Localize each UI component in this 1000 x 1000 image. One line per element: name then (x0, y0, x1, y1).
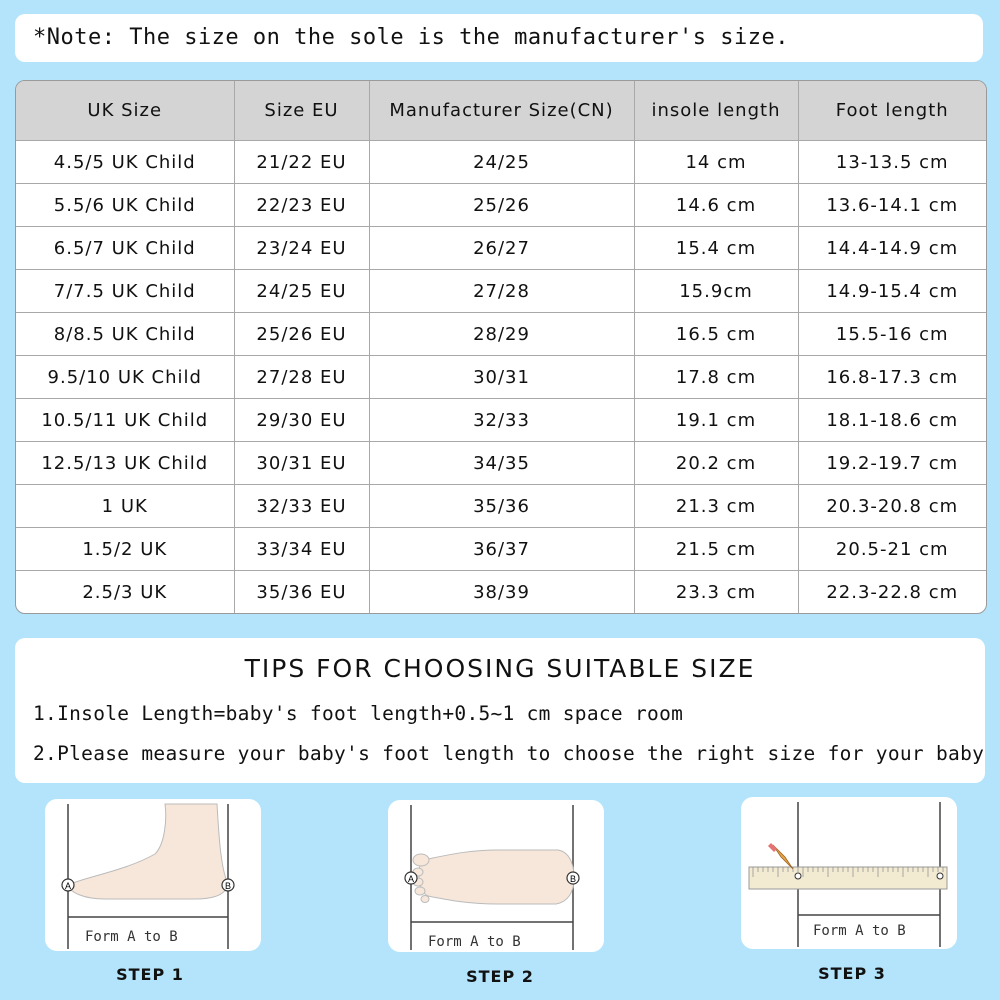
step-3-label: STEP 3 (818, 964, 886, 983)
cell-foot-length: 19.2-19.7 cm (798, 442, 986, 485)
cell-insole-length: 15.9cm (634, 270, 798, 313)
side-foot-measure-illustration (45, 799, 261, 951)
tip-item: 2.Please measure your baby's foot length to choose the right size for your baby (33, 742, 985, 765)
cell-uk-size: 6.5/7 UK Child (16, 227, 234, 270)
size-note: *Note: The size on the sole is the manufacturer's size. (15, 14, 983, 62)
cell-size-eu: 35/36 EU (234, 571, 369, 614)
table-row (16, 227, 986, 270)
cell-manufacturer-size: 34/35 (369, 442, 634, 485)
cell-manufacturer-size: 32/33 (369, 399, 634, 442)
cell-manufacturer-size: 28/29 (369, 313, 634, 356)
table-row (16, 571, 986, 614)
cell-insole-length: 21.5 cm (634, 528, 798, 571)
cell-size-eu: 29/30 EU (234, 399, 369, 442)
cell-uk-size: 12.5/13 UK Child (16, 442, 234, 485)
cell-uk-size: 9.5/10 UK Child (16, 356, 234, 399)
cell-foot-length: 20.5-21 cm (798, 528, 986, 571)
cell-size-eu: 32/33 EU (234, 485, 369, 528)
cell-foot-length: 22.3-22.8 cm (798, 571, 986, 614)
header-insole-length: insole length (634, 81, 798, 141)
tips-title: TIPS FOR CHOOSING SUITABLE SIZE (244, 654, 756, 683)
table-row (16, 184, 986, 227)
cell-foot-length: 15.5-16 cm (798, 313, 986, 356)
cell-uk-size: 7/7.5 UK Child (16, 270, 234, 313)
cell-manufacturer-size: 27/28 (369, 270, 634, 313)
table-row (16, 399, 986, 442)
cell-manufacturer-size: 25/26 (369, 184, 634, 227)
step-3-card (741, 797, 957, 949)
header-manufacturer-size: Manufacturer Size(CN) (369, 81, 634, 141)
point-a-label: A (407, 874, 415, 884)
cell-insole-length: 15.4 cm (634, 227, 798, 270)
cell-size-eu: 21/22 EU (234, 141, 369, 184)
point-a-label: A (64, 881, 72, 891)
cell-foot-length: 14.4-14.9 cm (798, 227, 986, 270)
cell-insole-length: 21.3 cm (634, 485, 798, 528)
cell-foot-length: 20.3-20.8 cm (798, 485, 986, 528)
header-foot-length: Foot length (798, 81, 986, 141)
table-row (16, 313, 986, 356)
table-header-row (16, 81, 986, 141)
cell-size-eu: 27/28 EU (234, 356, 369, 399)
step-1-label: STEP 1 (116, 965, 184, 984)
cell-manufacturer-size: 35/36 (369, 485, 634, 528)
table-row (16, 442, 986, 485)
table-row (16, 270, 986, 313)
measure-caption: Form A to B (813, 923, 906, 939)
measure-caption: Form A to B (85, 929, 178, 945)
step-2-label: STEP 2 (466, 967, 534, 986)
measure-caption: Form A to B (428, 934, 521, 950)
top-foot-measure-illustration (388, 800, 604, 952)
cell-uk-size: 1.5/2 UK (16, 528, 234, 571)
cell-manufacturer-size: 26/27 (369, 227, 634, 270)
point-b-label: B (569, 874, 577, 884)
cell-manufacturer-size: 24/25 (369, 141, 634, 184)
header-uk-size: UK Size (16, 81, 234, 141)
cell-manufacturer-size: 36/37 (369, 528, 634, 571)
cell-size-eu: 22/23 EU (234, 184, 369, 227)
table-row (16, 528, 986, 571)
cell-size-eu: 25/26 EU (234, 313, 369, 356)
cell-manufacturer-size: 38/39 (369, 571, 634, 614)
cell-insole-length: 20.2 cm (634, 442, 798, 485)
cell-uk-size: 5.5/6 UK Child (16, 184, 234, 227)
step-1-card (45, 799, 261, 951)
cell-foot-length: 13.6-14.1 cm (798, 184, 986, 227)
cell-foot-length: 13-13.5 cm (798, 141, 986, 184)
table-row (16, 356, 986, 399)
cell-uk-size: 4.5/5 UK Child (16, 141, 234, 184)
cell-uk-size: 2.5/3 UK (16, 571, 234, 614)
cell-foot-length: 18.1-18.6 cm (798, 399, 986, 442)
cell-size-eu: 33/34 EU (234, 528, 369, 571)
cell-insole-length: 16.5 cm (634, 313, 798, 356)
cell-uk-size: 8/8.5 UK Child (16, 313, 234, 356)
cell-size-eu: 24/25 EU (234, 270, 369, 313)
cell-insole-length: 17.8 cm (634, 356, 798, 399)
cell-manufacturer-size: 30/31 (369, 356, 634, 399)
cell-foot-length: 14.9-15.4 cm (798, 270, 986, 313)
point-b-label: B (224, 881, 232, 891)
cell-insole-length: 14 cm (634, 141, 798, 184)
cell-size-eu: 30/31 EU (234, 442, 369, 485)
tip-item: 1.Insole Length=baby's foot length+0.5~1 cm space room (33, 702, 684, 725)
tips-panel (15, 638, 985, 783)
cell-insole-length: 14.6 cm (634, 184, 798, 227)
ruler-measure-illustration (741, 797, 957, 949)
size-chart-table (15, 80, 987, 614)
cell-uk-size: 1 UK (16, 485, 234, 528)
step-2-card (388, 800, 604, 952)
cell-size-eu: 23/24 EU (234, 227, 369, 270)
cell-foot-length: 16.8-17.3 cm (798, 356, 986, 399)
table-row (16, 485, 986, 528)
cell-insole-length: 23.3 cm (634, 571, 798, 614)
pencil-icon (768, 843, 794, 870)
cell-insole-length: 19.1 cm (634, 399, 798, 442)
header-size-eu: Size EU (234, 81, 369, 141)
cell-uk-size: 10.5/11 UK Child (16, 399, 234, 442)
table-row (16, 141, 986, 184)
